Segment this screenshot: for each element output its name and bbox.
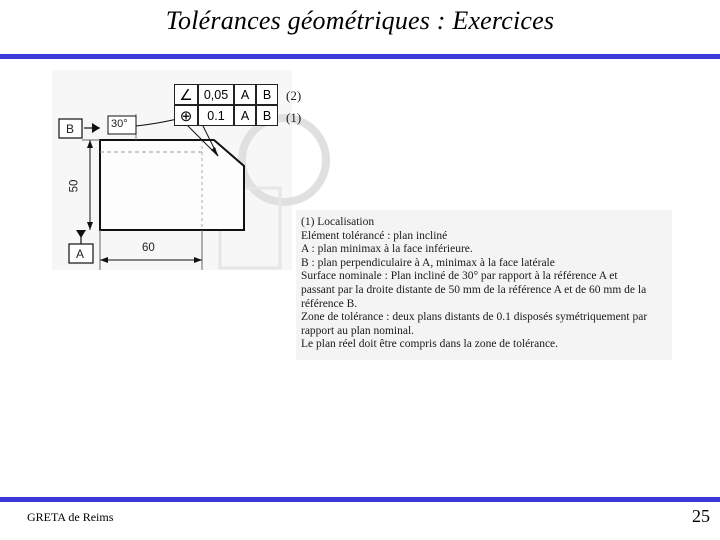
note-line: Surface nominale : Plan incliné de 30° par rapport à la référence A et <box>301 270 618 283</box>
fcf-datum: B <box>256 105 278 126</box>
angle-label: 30° <box>111 118 128 130</box>
note-line: Zone de tolérance : deux plans distants de 0.1 disposés symétriquement par <box>301 311 648 324</box>
fcf-datum: B <box>256 84 278 105</box>
part-outline <box>100 140 244 230</box>
footer-organization: GRETA de Reims <box>27 510 114 524</box>
note-line: (1) Localisation <box>301 216 375 228</box>
note-line: rapport au plan nominal. <box>301 324 415 337</box>
note-line: B : plan perpendiculaire à A, minimax à la face latérale <box>301 256 555 269</box>
bottom-divider <box>0 497 720 502</box>
note-line: A : plan minimax à la face inférieure. <box>301 243 473 256</box>
note-line: passant par la droite distante de 50 mm de la référence A et de 60 mm de la <box>301 283 647 296</box>
datum-b-label: B <box>66 122 75 136</box>
note-line: Elément tolérancé : plan incliné <box>301 229 448 242</box>
dim-width-label: 60 <box>142 242 155 254</box>
slide-title: Tolérances géométriques : Exercices <box>165 6 555 35</box>
fcf-datum: A <box>234 84 256 105</box>
fcf-tolerance: 0,05 <box>198 84 234 105</box>
page-number: 25 <box>692 506 710 526</box>
fcf-datum: A <box>234 105 256 126</box>
feature-control-frame <box>174 84 278 126</box>
position-icon: ⊕ <box>174 105 198 126</box>
fcf-ref-2: (2) <box>286 88 302 103</box>
technical-drawing <box>52 70 672 370</box>
fcf-tolerance: 0.1 <box>198 105 234 126</box>
note-line: référence B. <box>301 297 358 310</box>
notes-box <box>296 210 672 360</box>
datum-a-label: A <box>76 247 85 261</box>
angularity-icon: ∠ <box>174 84 198 105</box>
top-divider <box>0 54 720 59</box>
fcf-ref-1: (1) <box>286 110 302 125</box>
dim-height-label: 50 <box>68 179 81 193</box>
note-line: Le plan réel doit être compris dans la zone de tolérance. <box>301 338 559 351</box>
